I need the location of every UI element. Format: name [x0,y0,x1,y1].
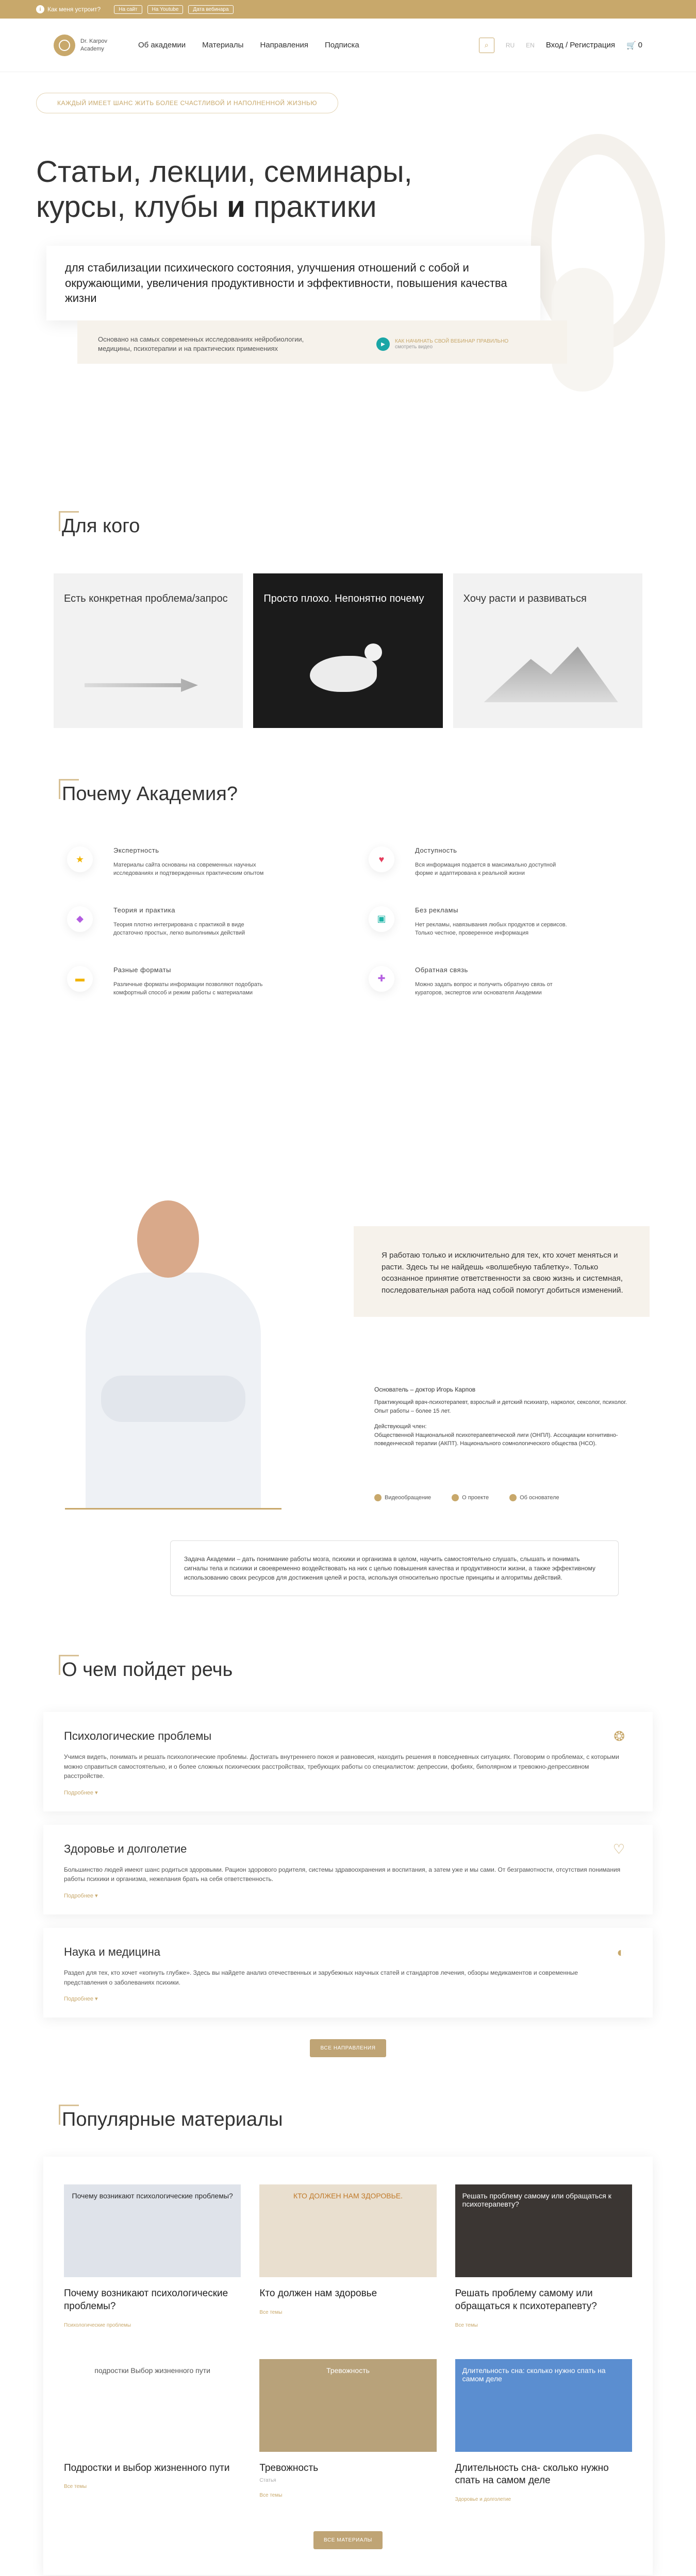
video-icon [374,1494,382,1501]
why-item [67,906,327,938]
cart-count: 0 [638,41,642,49]
hero-tagline: КАЖДЫЙ ИМЕЕТ ШАНС ЖИТЬ БОЛЕЕ СЧАСТЛИВОЙ И НАПОЛНЕННОЙ ЖИЗНЬЮ [36,93,338,113]
hero-title: Статьи, лекции, семинары, курсы, клубы и практики [36,155,412,224]
play-icon: ▶ [376,337,390,351]
why-item [67,846,327,878]
material-card[interactable] [64,2184,241,2328]
feature-icon: ▣ [369,906,394,932]
section-title: О чем пойдет речь [0,1659,696,1681]
top-bar-link[interactable]: Дата вебинара [188,5,233,14]
arrow-image [85,679,198,692]
materials-section [0,2057,696,2575]
why-item-title: Теория и практика [113,906,175,914]
top-bar-links [114,5,233,14]
material-card[interactable] [259,2184,436,2328]
logo-icon [54,35,75,56]
more-link[interactable]: Подробнее ▾ [64,1996,98,2003]
info-icon [452,1494,459,1501]
topic-text: Раздел для тех, кто хочет «копнуть глубже». Здесь вы найдете анализ отечественных и зарубежных научных статей и стандартов лечения, обзоры медикаментов и современные представления о заболеваниях психики. [64,1969,578,1986]
for-whom-card[interactable]: Просто плохо. Непонятно почему [253,573,442,728]
topic-title: Наука и медицина [64,1945,161,1958]
topic-icon: ❂ [614,1728,625,1744]
topic-title: Психологические проблемы [64,1730,212,1742]
material-category[interactable]: Все темы [64,2484,87,2490]
why-item-text: Различные форматы информации позволяют подобрать комфортный способ и режим работы с материалами [113,981,263,996]
material-image: Решать проблему самому или обращаться к психотерапевту? [455,2184,632,2277]
topics-section [0,1571,696,2057]
nav-item-about[interactable]: Об академии [138,41,186,49]
material-title: Подростки и выбор жизненного пути [64,2462,230,2473]
cart-icon: 🛒 [626,41,636,50]
user-icon [509,1494,517,1501]
all-directions-button[interactable]: ВСЕ НАПРАВЛЕНИЯ [310,2039,386,2057]
topic-card [43,1825,653,1914]
why-item-title: Без рекламы [415,906,458,914]
why-item [369,846,629,878]
why-item-text: Материалы сайта основаны на современных научных исследованиях и подтвержденных практическим опытом [113,862,264,876]
founder-quote: Я работаю только и исключительно для тех, кто хочет меняться и расти. Здесь ты не найдешь «волшебную таблетку». Только осознанное принятие ответственности за свою жизнь и системная, последовательная работа над собой помогут добиться изменений. [354,1226,650,1317]
more-link[interactable]: Подробнее ▾ [64,1892,98,1899]
material-category[interactable]: Все темы [455,2322,478,2328]
founder-bio-link[interactable]: Об основателе [509,1494,559,1501]
top-bar-info[interactable] [36,5,101,13]
material-title: Кто должен нам здоровье [259,2288,377,2299]
logo-line2: Academy [80,45,104,52]
hero [0,72,696,464]
topic-card [43,1928,653,2018]
lang-ru[interactable]: RU [505,41,515,49]
why-item-title: Обратная связь [415,965,468,974]
for-whom-card[interactable]: Хочу расти и развиваться [453,573,642,728]
top-bar-info-text: Как меня устроит? [47,6,101,13]
feature-icon: ★ [67,846,93,872]
top-bar-link[interactable]: На Youtube [147,5,184,14]
material-title: Решать проблему самому или обращаться к психотерапевту? [455,2288,597,2312]
material-category[interactable]: Все темы [259,2493,283,2499]
logo[interactable] [54,35,107,56]
section-title: Почему Академия? [0,783,696,805]
why-item [369,906,629,938]
lang-en[interactable]: EN [526,41,535,49]
material-category[interactable]: Здоровье и долголетие [455,2496,511,2502]
nav-item-subscription[interactable]: Подписка [324,41,359,49]
mission-card: Задача Академии – дать понимание работы мозга, психики и организма в целом, научить самостоятельно слушать, слышать и понимать сигналы тела и психики и своевременно воздействовать на них с целью повышения качества и продуктивности жизни, а также эффективному использованию своих ресурсов для достижения целей и роста, используя относительно простые принципы и алгоритмы действий. [170,1540,619,1596]
founder-about-link[interactable]: О проекте [452,1494,489,1501]
material-category[interactable]: Все темы [259,2309,283,2315]
material-image: Почему возникают психологические проблемы? [64,2184,241,2277]
cart-button[interactable] [626,41,642,50]
feature-icon: ▬ [67,966,93,992]
more-link[interactable]: Подробнее ▾ [64,1789,98,1796]
login-link[interactable]: Вход / Регистрация [545,41,615,49]
logo-line1: Dr. Karpov [80,38,107,45]
nav-item-directions[interactable]: Направления [260,41,308,49]
material-title: Длительность сна- сколько нужно спать на самом деле [455,2462,609,2486]
feature-icon: ◆ [67,906,93,932]
topic-title: Здоровье и долголетие [64,1842,187,1855]
material-title: Почему возникают психологические проблемы? [64,2288,228,2312]
founder-photo [65,1180,281,1510]
why-item-title: Разные форматы [113,965,171,974]
for-whom-card[interactable]: Есть конкретная проблема/запрос [54,573,243,728]
why-item-title: Экспертность [113,846,159,854]
info-icon: i [36,5,44,13]
for-whom-section [0,464,696,783]
founder-name: Основатель – доктор Игорь Карпов [374,1386,476,1393]
material-image: Длительность сна: сколько нужно спать на самом деле [455,2359,632,2452]
search-icon: ⌕ [484,41,489,49]
topic-text: Большинство людей имеют шанс родиться здоровыми. Рацион здорового родителя, системы здравоохранения и воспитания, а затем уже и мы сами. От безграмотности, отсутствия понимания работы психики и организма, нежелания брать на себя ответственность. [64,1866,621,1883]
site-header [0,19,696,72]
material-title: Тревожность [259,2462,319,2473]
why-item-title: Доступность [415,846,457,854]
material-card[interactable] [455,2184,632,2328]
material-meta: Статья [259,2478,276,2484]
top-bar [0,0,696,19]
why-item [369,966,629,997]
founder-video-link[interactable]: Видеообращение [374,1494,431,1501]
topic-icon: ♡ [612,1841,625,1857]
hero-card: для стабилизации психического состояния, улучшения отношений с собой и окружающими, увеличения продуктивности и эффективности, повышения качества жизни [46,246,540,320]
nav-item-materials[interactable]: Материалы [202,41,244,49]
material-image: КТО ДОЛЖЕН НАМ ЗДОРОВЬЕ. [259,2184,436,2277]
feature-icon: ♥ [369,846,394,872]
founder-section [0,1180,696,1581]
material-card[interactable] [64,2359,241,2502]
why-item-text: Теория плотно интегрирована с практикой в виде достаточно простых, легко выполнимых действий [113,921,245,936]
duck-image [310,656,377,692]
founder-info: Основатель – доктор Игорь Карпов Практикующий врач-психотерапевт, взрослый и детский психиатр, нарколог, сексолог, психолог. Опыт работы – более 15 лет. Действующий член: Общественной Национальной психотерапевтической лиги (ОНПЛ). Ассоциации когнитивно-поведенческой терапии (АКПТ). Национального сомнологического общества (НСО). [374,1385,642,1448]
why-item-text: Можно задать вопрос и получить обратную связь от кураторов, экспертов или основателя Академии [415,981,553,996]
video-link[interactable]: ▶ КАК НАЧИНАТЬ СВОЙ ВЕБИНАР ПРАВИЛЬНО смотреть видео [376,337,508,351]
why-item-text: Нет рекламы, навязывания любых продуктов и сервисов. Только честное, проверенное информация [415,921,567,936]
section-title: Для кого [0,515,696,537]
why-item-text: Вся информация подается в максимально доступной форме и адаптирована к реальной жизни [415,862,556,876]
feature-icon: ✚ [369,966,394,992]
material-card[interactable] [259,2359,436,2502]
topic-text: Учимся видеть, понимать и решать психологические проблемы. Достигать внутреннего покоя и равновесия, находить решения в повседневных ситуациях. Поговорим о проблемах, с которыми можно справиться самостоятельно, и о более сложных психических расстройствах, требующих работы со специалистом: депрессии, фобиях, биполярном и тревожно-депрессивном расстройстве. [64,1753,619,1780]
material-card[interactable] [455,2359,632,2502]
mountain-image [484,640,618,702]
material-image: Тревожность [259,2359,436,2452]
topic-card [43,1712,653,1811]
material-category[interactable]: Психологические проблемы [64,2322,131,2328]
material-image: подростки Выбор жизненного пути [64,2359,241,2452]
hero-sub-banner [77,320,567,364]
all-materials-button[interactable]: ВСЕ МАТЕРИАЛЫ [313,2531,383,2549]
why-item [67,966,327,997]
why-section [0,783,696,1180]
section-title: Популярные материалы [0,2109,696,2131]
top-bar-link[interactable]: На сайт [114,5,142,14]
hero-sub-text: Основано на самых современных исследованиях нейробиологии, медицины, психотерапии и на практических применениях [98,335,304,353]
search-button[interactable] [479,38,494,53]
main-nav [138,41,359,49]
topic-icon: ◐ [617,1944,625,1960]
